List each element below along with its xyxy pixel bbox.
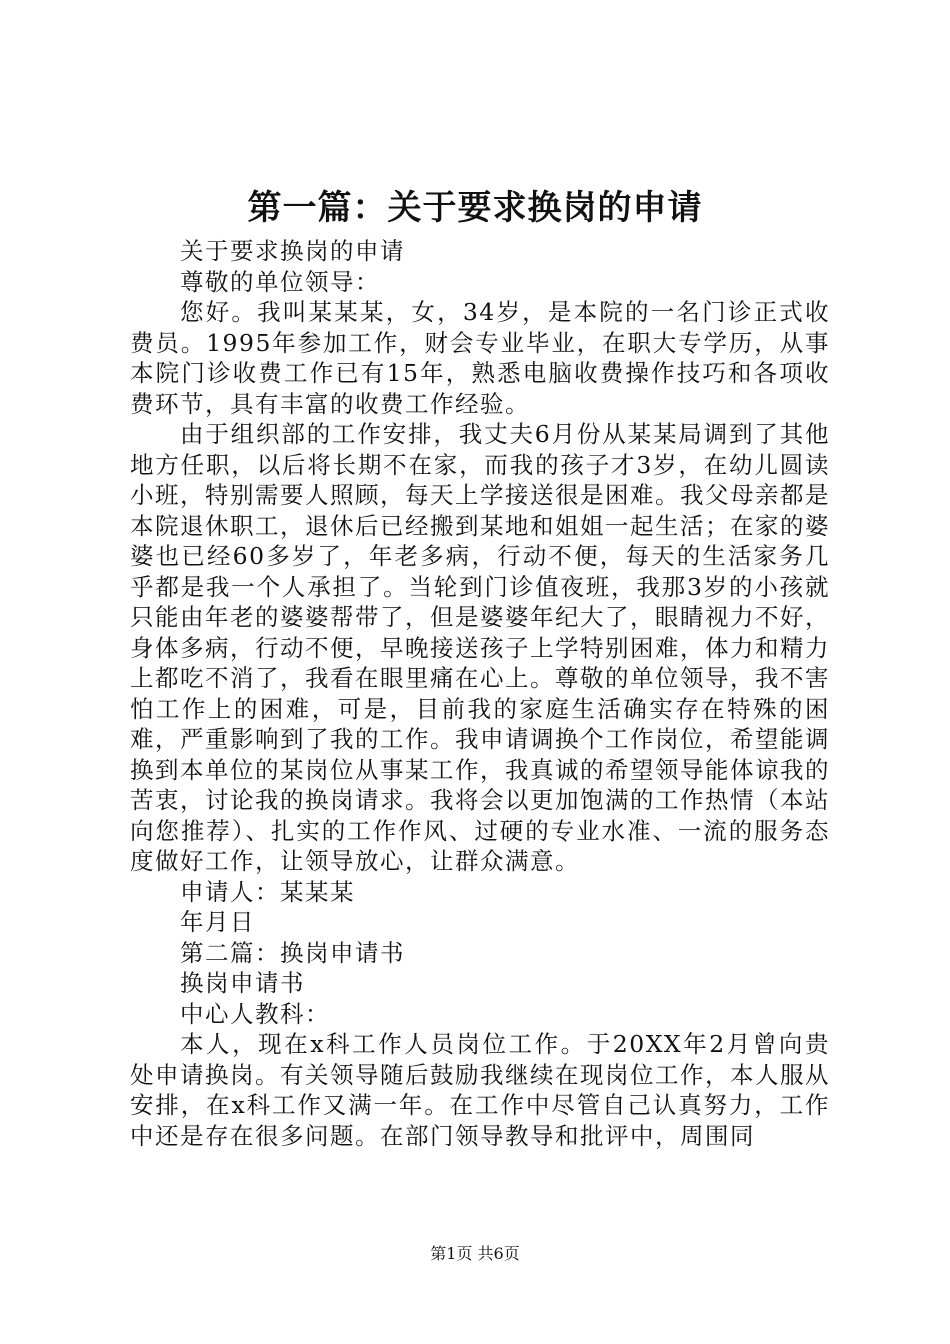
date-line: 年月日 [180,908,255,936]
document-title: 第一篇：关于要求换岗的申请 [247,188,703,228]
document-body [130,236,830,1151]
page-footer: 第1页 共6页 [430,1244,520,1263]
section-2-title: 第二篇：换岗申请书 [180,938,405,967]
applicant-line: 申请人：某某某 [180,877,355,906]
paragraph-2: 由于组织部的工作安排，我丈夫6月份从某某局调到了其他地方任职，以后将长期不在家，而我的孩子才3岁，在幼儿圆读小班，特别需要人照顾，每天上学接送很是困难。我父母亲都是本院退休职工，退休后已经搬到某地和姐姐一起生活；在家的婆婆也已经60多岁了，年老多病，行动不便，每天的生活家务几乎都是我一个人承担了。当轮到门诊值夜班，我那3岁的小孩就只能由年老的婆婆帮带了，但是婆婆年纪大了，眼睛视力不好，身体多病，行动不便，早晚接送孩子上学特别困难，体力和精力上都吃不消了，我看在眼里痛在心上。尊敬的单位领导，我不害怕工作上的困难，可是，目前我的家庭生活确实存在特殊的困难，严重影响到了我的工作。我申请调换个工作岗位，希望能调换到本单位的某岗位从事某工作，我真诚的希望领导能体谅我的苦衷，讨论我的换岗请求。我将会以更加饱满的工作热情（本站向您推荐）、扎实的工作作风、过硬的专业水准、一流的服务态度做好工作，让领导放心，让群众满意。 [130,420,830,875]
heading-2: 换岗申请书 [180,969,305,997]
paragraph-3: 本人，现在x科工作人员岗位工作。于20XX年2月曾向贵处申请换岗。有关领导随后鼓励我继续在现岗位工作，本人服从安排，在x科工作又满一年。在工作中尽管自己认真努力，工作中还是存在很多问题。在部门领导教导和批评中，周围同 [130,1030,830,1150]
heading-1: 关于要求换岗的申请 [180,237,405,265]
salutation-2: 中心人教科： [180,999,330,1028]
paragraph-1: 您好。我叫某某某，女，34岁，是本院的一名门诊正式收费员。1995年参加工作，财会专业毕业，在职大专学历，从事本院门诊收费工作已有15年，熟悉电脑收费操作技巧和各项收费环节，具有丰富的收费工作经验。 [130,298,830,418]
salutation-1: 尊敬的单位领导： [180,267,380,296]
